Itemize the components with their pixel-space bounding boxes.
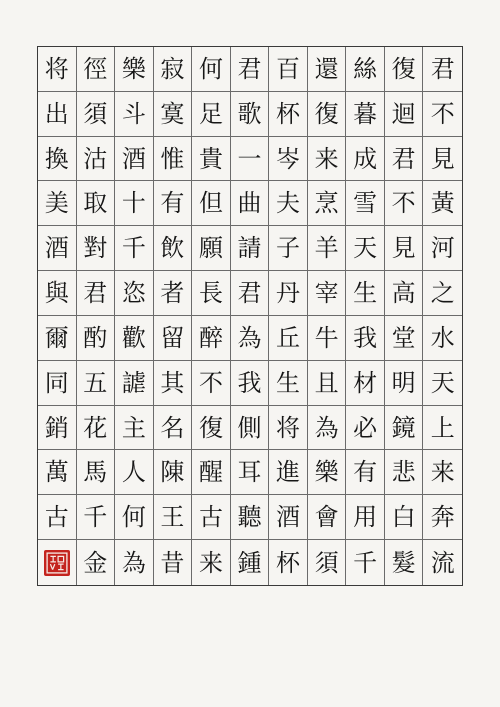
character-cell: 有	[154, 181, 193, 226]
character-cell: 天	[423, 361, 462, 406]
character-cell: 且	[308, 361, 347, 406]
character-cell: 堂	[385, 316, 424, 361]
character-cell: 古	[192, 495, 231, 540]
character-cell: 徑	[77, 47, 116, 92]
character-cell: 来	[308, 137, 347, 182]
character-cell: 高	[385, 271, 424, 316]
character-cell: 馬	[77, 450, 116, 495]
character-cell: 丹	[269, 271, 308, 316]
character-cell: 萬	[38, 450, 77, 495]
character-cell: 歌	[231, 92, 270, 137]
character-cell: 金	[77, 540, 116, 585]
character-cell: 寂	[154, 47, 193, 92]
character-cell: 為	[308, 406, 347, 451]
character-cell: 為	[115, 540, 154, 585]
character-cell: 沽	[77, 137, 116, 182]
character-cell: 用	[346, 495, 385, 540]
character-cell: 千	[115, 226, 154, 271]
character-cell: 聽	[231, 495, 270, 540]
character-cell: 為	[231, 316, 270, 361]
character-cell: 流	[430, 548, 455, 577]
character-cell: 十	[115, 181, 154, 226]
character-cell: 者	[154, 271, 193, 316]
character-cell: 来	[192, 540, 231, 585]
character-cell: 羊	[308, 226, 347, 271]
character-cell: 千	[346, 540, 385, 585]
character-cell: 烹	[308, 181, 347, 226]
character-cell: 君	[385, 137, 424, 182]
character-cell: 我	[231, 361, 270, 406]
character-cell: 醉	[192, 316, 231, 361]
character-cell: 會	[308, 495, 347, 540]
character-cell: 不	[423, 92, 462, 137]
character-cell: 生	[269, 361, 308, 406]
character-cell: 美	[38, 181, 77, 226]
red-seal-stamp	[44, 550, 70, 576]
character-cell: 黃	[423, 181, 462, 226]
character-cell: 材	[346, 361, 385, 406]
character-cell: 與	[38, 271, 77, 316]
character-cell: 進	[269, 450, 308, 495]
character-cell: 請	[231, 226, 270, 271]
character-cell: 杯	[269, 92, 308, 137]
character-cell: 我	[346, 316, 385, 361]
character-cell: 長	[192, 271, 231, 316]
character-cell: 君	[423, 47, 462, 92]
seal-glyph-icon	[46, 552, 68, 574]
character-cell: 恣	[115, 271, 154, 316]
character-cell: 百	[269, 47, 308, 92]
character-cell: 髮	[385, 540, 424, 585]
character-cell: 留	[154, 316, 193, 361]
character-cell: 同	[38, 361, 77, 406]
character-cell: 但	[192, 181, 231, 226]
character-cell: 杯	[269, 540, 308, 585]
character-cell: 人	[115, 450, 154, 495]
character-cell: 樂	[115, 47, 154, 92]
character-cell: 醒	[192, 450, 231, 495]
character-cell: 換	[38, 137, 77, 182]
character-cell: 酒	[38, 226, 77, 271]
character-cell: 暮	[346, 92, 385, 137]
character-cell: 上	[423, 406, 462, 451]
character-cell: 須	[77, 92, 116, 137]
character-cell: 復	[385, 47, 424, 92]
character-cell: 復	[308, 92, 347, 137]
character-cell: 河	[423, 226, 462, 271]
character-cell: 飲	[154, 226, 193, 271]
character-cell: 不	[192, 361, 231, 406]
character-cell: 成	[346, 137, 385, 182]
character-cell: 之	[423, 271, 462, 316]
character-cell: 迴	[385, 92, 424, 137]
character-cell: 對	[77, 226, 116, 271]
character-cell: 水	[423, 316, 462, 361]
character-cell: 鏡	[385, 406, 424, 451]
character-cell: 奔	[423, 495, 462, 540]
character-cell: 酒	[115, 137, 154, 182]
character-cell: 不	[385, 181, 424, 226]
character-cell: 樂	[308, 450, 347, 495]
character-cell: 丘	[269, 316, 308, 361]
character-cell: 側	[231, 406, 270, 451]
character-cell: 惟	[154, 137, 193, 182]
character-cell: 絲	[346, 47, 385, 92]
character-cell: 還	[308, 47, 347, 92]
character-cell: 歡	[115, 316, 154, 361]
character-cell: 来	[423, 450, 462, 495]
character-cell: 雪	[346, 181, 385, 226]
character-cell: 白	[385, 495, 424, 540]
character-cell: 曲	[231, 181, 270, 226]
character-cell: 昔	[154, 540, 193, 585]
character-cell: 王	[154, 495, 193, 540]
character-cell: 取	[77, 181, 116, 226]
character-cell: 鍾	[231, 540, 270, 585]
character-cell: 銷	[38, 406, 77, 451]
character-cell: 明	[385, 361, 424, 406]
character-cell: 酌	[77, 316, 116, 361]
character-cell: 陳	[154, 450, 193, 495]
character-cell: 見	[423, 137, 462, 182]
character-cell: 子	[269, 226, 308, 271]
character-cell: 有	[346, 450, 385, 495]
character-cell: 斗	[115, 92, 154, 137]
character-cell: 主	[115, 406, 154, 451]
character-cell: 願	[192, 226, 231, 271]
character-cell: 花	[77, 406, 116, 451]
character-cell: 貴	[192, 137, 231, 182]
character-cell: 何	[192, 47, 231, 92]
character-grid	[37, 46, 463, 586]
character-cell: 君	[77, 271, 116, 316]
character-cell: 一	[231, 137, 270, 182]
character-cell: 牛	[308, 316, 347, 361]
character-cell: 其	[154, 361, 193, 406]
character-cell: 岑	[269, 137, 308, 182]
character-cell: 将	[38, 47, 77, 92]
character-cell: 君	[231, 47, 270, 92]
character-cell: 千	[77, 495, 116, 540]
character-cell: 将	[269, 406, 308, 451]
character-cell: 見	[385, 226, 424, 271]
character-cell: 生	[346, 271, 385, 316]
character-cell: 天	[346, 226, 385, 271]
character-cell: 夫	[269, 181, 308, 226]
character-cell: 爾	[38, 316, 77, 361]
character-cell: 足	[192, 92, 231, 137]
character-cell: 寞	[154, 92, 193, 137]
character-cell: 必	[346, 406, 385, 451]
character-cell: 須	[308, 540, 347, 585]
character-cell: 君	[231, 271, 270, 316]
character-cell: 名	[154, 406, 193, 451]
character-cell: 悲	[385, 450, 424, 495]
character-cell: 五	[77, 361, 116, 406]
character-cell: 古	[38, 495, 77, 540]
character-cell: 謔	[115, 361, 154, 406]
character-cell: 復	[192, 406, 231, 451]
character-cell: 耳	[231, 450, 270, 495]
character-cell: 出	[38, 92, 77, 137]
character-cell: 酒	[269, 495, 308, 540]
character-cell: 何	[115, 495, 154, 540]
character-cell: 宰	[308, 271, 347, 316]
